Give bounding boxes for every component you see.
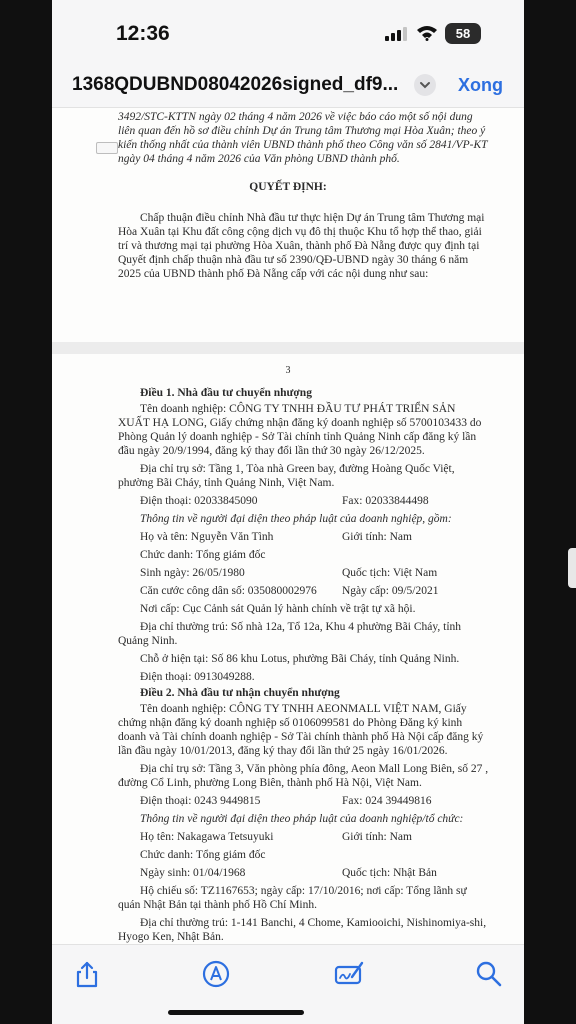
markup-button[interactable] bbox=[201, 959, 231, 989]
article-2-rep-passport-line-1: Hộ chiếu số: TZ1167653; ngày cấp: 17/10/2016; nơi cấp: Tổng lãnh sự bbox=[140, 885, 467, 897]
article-1-rep-current: Chỗ ở hiện tại: Số 86 khu Lotus, phường Bãi Cháy, tỉnh Quảng Ninh. bbox=[140, 653, 460, 665]
assistive-touch-handle[interactable] bbox=[568, 548, 576, 588]
article-2-rep-birth: Ngày sinh: 01/04/1968 bbox=[140, 867, 246, 879]
markup-icon bbox=[201, 959, 231, 989]
article-1-company-line-4: đầu ngày 20/9/1994, đăng ký thay đổi lần thứ 30 ngày 26/12/2025. bbox=[118, 445, 425, 457]
intro-line-2: liên quan đến hồ sơ điều chỉnh Dự án Trung tâm Thương mại Hòa Xuân; theo ý bbox=[118, 125, 486, 137]
article-1-address-line-2: phường Bãi Cháy, tỉnh Quảng Ninh, Việt Nam. bbox=[118, 477, 335, 489]
article-1-rep-id-date: Ngày cấp: 09/5/2021 bbox=[342, 585, 439, 597]
article-1-rep-residence-line-2: Quảng Ninh. bbox=[118, 635, 178, 647]
article-2-company-line-3: doanh và Tài chính doanh nghiệp - Sở Tài chính thành phố Hà Nội cấp đăng ký bbox=[118, 731, 484, 743]
share-icon bbox=[72, 959, 102, 989]
decision-line-2: Hòa Xuân tại Khu đất công cộng dịch vụ đô thị thuộc Khu tổ hợp thể thao, giải bbox=[118, 226, 482, 238]
document-viewer[interactable] bbox=[52, 108, 524, 944]
article-2-rep-residence-line-2: Hyogo Ken, Nhật Bản. bbox=[118, 931, 224, 943]
intro-line-3: kiến thống nhất của thành viên UBND thành phố theo Công văn số 2841/VP-KT bbox=[118, 139, 488, 151]
page-thumbnail-icon[interactable] bbox=[96, 142, 118, 154]
article-2-rep-intro: Thông tin về người đại diện theo pháp luật của doanh nghiệp/tổ chức: bbox=[140, 813, 464, 825]
left-edge bbox=[0, 0, 52, 1024]
article-2-phone: Điện thoại: 0243 9449815 bbox=[140, 795, 261, 807]
cellular-signal-icon bbox=[385, 27, 407, 41]
share-button[interactable] bbox=[72, 959, 102, 989]
search-button[interactable] bbox=[474, 959, 504, 989]
right-edge bbox=[524, 0, 576, 1024]
article-1-fax: Fax: 02033844498 bbox=[342, 495, 429, 507]
intro-line-4: ngày 04 tháng 4 năm 2026 của Văn phòng UBND thành phố. bbox=[118, 153, 400, 165]
battery-icon: 58 bbox=[445, 23, 481, 44]
home-indicator[interactable] bbox=[168, 1010, 304, 1015]
document-title[interactable]: 1368QDUBND08042026signed_df9... bbox=[72, 74, 399, 95]
decision-line-1: Chấp thuận điều chỉnh Nhà đầu tư thực hiện Dự án Trung tâm Thương mại bbox=[140, 212, 485, 224]
status-bar bbox=[52, 0, 524, 62]
search-icon bbox=[474, 959, 504, 989]
article-2-rep-name: Họ tên: Nakagawa Tetsuyuki bbox=[140, 831, 274, 843]
document-page-2 bbox=[52, 108, 524, 342]
article-2-rep-passport-line-2: quán Nhật Bản tại thành phố Hồ Chí Minh. bbox=[118, 899, 317, 911]
article-1-company-line-2: XUẤT HẠ LONG, Giấy chứng nhận đăng ký doanh nghiệp số 5700103433 do bbox=[118, 417, 482, 429]
wifi-icon bbox=[416, 25, 438, 41]
article-2-company-line-2: chứng nhận đăng ký doanh nghiệp số 0106099581 do Phòng Đăng ký kinh bbox=[118, 717, 463, 729]
article-2-heading: Điều 2. Nhà đầu tư nhận chuyển nhượng bbox=[140, 687, 340, 699]
done-button[interactable]: Xong bbox=[458, 75, 503, 95]
article-1-rep-gender: Giới tính: Nam bbox=[342, 531, 412, 543]
article-1-phone: Điện thoại: 02033845090 bbox=[140, 495, 258, 507]
decision-heading: QUYẾT ĐỊNH: bbox=[249, 181, 327, 193]
article-1-rep-birth: Sinh ngày: 26/05/1980 bbox=[140, 567, 245, 579]
article-1-rep-nationality: Quốc tịch: Việt Nam bbox=[342, 567, 438, 579]
article-2-rep-residence-line-1: Địa chỉ thường trú: 1-141 Banchi, 4 Chome, Kamiooichi, Nishinomiya-shi, bbox=[140, 917, 487, 929]
article-2-address-line-2: đường Cổ Linh, phường Long Biên, thành phố Hà Nội, Việt Nam. bbox=[118, 777, 422, 789]
signature-button[interactable] bbox=[334, 959, 364, 989]
nav-bar bbox=[52, 62, 524, 108]
article-1-rep-issuer: Nơi cấp: Cục Cảnh sát Quản lý hành chính về trật tự xã hội. bbox=[140, 603, 416, 615]
article-2-rep-nationality: Quốc tịch: Nhật Bản bbox=[342, 867, 437, 879]
decision-line-4: Quyết định chấp thuận nhà đầu tư số 2390/QĐ-UBND ngày 30 tháng 6 năm bbox=[118, 254, 469, 266]
page-number: 3 bbox=[285, 365, 291, 376]
article-2-address-line-1: Địa chỉ trụ sở: Tầng 3, Văn phòng phía đông, Aeon Mall Long Biên, số 27 , bbox=[140, 763, 489, 775]
status-time: 12:36 bbox=[116, 22, 170, 45]
article-1-address-line-1: Địa chỉ trụ sở: Tầng 1, Tòa nhà Green bay, đường Hoàng Quốc Việt, bbox=[140, 463, 455, 475]
document-page-3 bbox=[52, 354, 524, 954]
article-1-rep-name: Họ và tên: Nguyễn Văn Tình bbox=[140, 531, 274, 543]
article-1-heading: Điều 1. Nhà đầu tư chuyển nhượng bbox=[140, 387, 312, 399]
chevron-down-icon bbox=[414, 74, 436, 96]
intro-line-1: 3492/STC-KTTN ngày 02 tháng 4 năm 2026 về việc báo cáo một số nội dung bbox=[118, 111, 473, 123]
article-1-rep-id: Căn cước công dân số: 035080002976 bbox=[140, 585, 317, 597]
article-1-rep-phone: Điện thoại: 0913049288. bbox=[140, 671, 255, 683]
article-1-rep-title: Chức danh: Tổng giám đốc bbox=[140, 549, 266, 561]
page-separator bbox=[52, 342, 524, 354]
article-1-rep-intro: Thông tin về người đại diện theo pháp luật của doanh nghiệp, gồm: bbox=[140, 513, 452, 525]
article-1-company-line-3: Phòng Quản lý doanh nghiệp - Sở Tài chính tỉnh Quảng Ninh cấp đăng ký lần bbox=[118, 431, 477, 443]
decision-line-5: 2025 của UBND thành phố Đà Nẵng cấp với các nội dung như sau: bbox=[118, 268, 429, 280]
article-1-company-line-1: Tên doanh nghiệp: CÔNG TY TNHH ĐẦU TƯ PHÁT TRIỂN SẢN bbox=[140, 403, 456, 415]
article-2-rep-gender: Giới tính: Nam bbox=[342, 831, 412, 843]
article-2-company-line-1: Tên doanh nghiệp: CÔNG TY TNHH AEONMALL VIỆT NAM, Giấy bbox=[140, 703, 467, 715]
signature-icon bbox=[334, 959, 364, 989]
article-2-fax: Fax: 024 39449816 bbox=[342, 795, 432, 807]
phone-screen bbox=[52, 0, 524, 1024]
article-2-company-line-4: lần đầu ngày 10/01/2013, đăng ký thay đổi lần thứ 25 ngày 16/01/2026. bbox=[118, 745, 448, 757]
article-1-rep-residence-line-1: Địa chỉ thường trú: Số nhà 12a, Tổ 12a, Khu 4 phường Bãi Cháy, tỉnh bbox=[140, 621, 462, 633]
decision-line-3: trí và thương mại tại phường Hòa Xuân, thành phố Đà Nẵng được quy định tại bbox=[118, 240, 480, 252]
title-menu-button[interactable] bbox=[414, 74, 436, 96]
article-2-rep-title: Chức danh: Tổng giám đốc bbox=[140, 849, 266, 861]
